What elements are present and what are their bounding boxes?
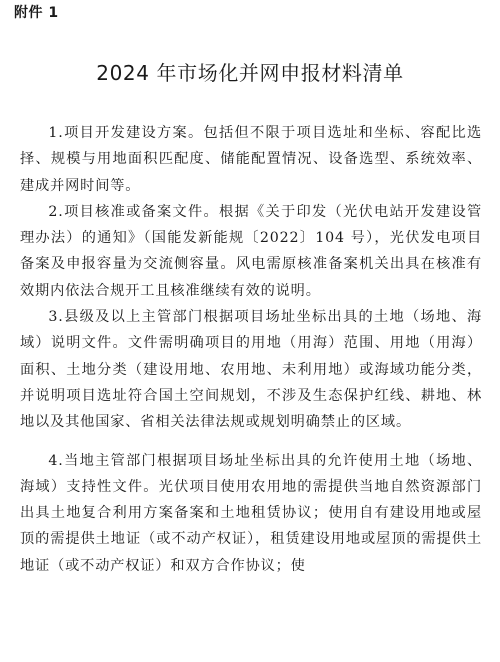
paragraph-land-support: 4.当地主管部门根据项目场址坐标出具的允许使用土地（场地、海域）支持性文件。光伏项目使用农用地的需提供当地自然资源部门出具土地复合利用方案备案和土地租赁协议；使用自有建设用地或屋顶的需提供土地证（或不动产权证），租赁建设用地或屋顶的需提供土地证（或不动产权证）和双方合作协议；使 [20,452,482,574]
attachment-label: 附件 1 [14,5,59,21]
paragraph-land-description: 3.县级及以上主管部门根据项目场址坐标出具的土地（场地、海域）说明文件。文件需明确项目的用地（用海）范围、用地（用海）面积、土地分类（建设用地、农用地、未利用地）或海域功能分类，并说明项目选址符合国土空间规划，不涉及生态保护红线、耕地、林地以及其他国家、省相关法律法规或规划明确禁止的区域。 [20,309,482,431]
paragraph-project-plan: 1.项目开发建设方案。包括但不限于项目选址和坐标、容配比选择、规模与用地面积匹配度、储能配置情况、设备选型、系统效率、建成并网时间等。 [20,125,482,194]
paragraph-approval-files: 2.项目核准或备案文件。根据《关于印发（光伏电站开发建设管理办法）的通知》（国能发新能规〔2022〕104 号），光伏发电项目备案及申报容量为交流侧容量。风电需原核准备案机关出具在核准有效期内依法合规开工且核准继续有效的说明。 [20,203,482,299]
document-title: 2024 年市场化并网申报材料清单 [96,61,404,85]
document-body [20,120,482,579]
